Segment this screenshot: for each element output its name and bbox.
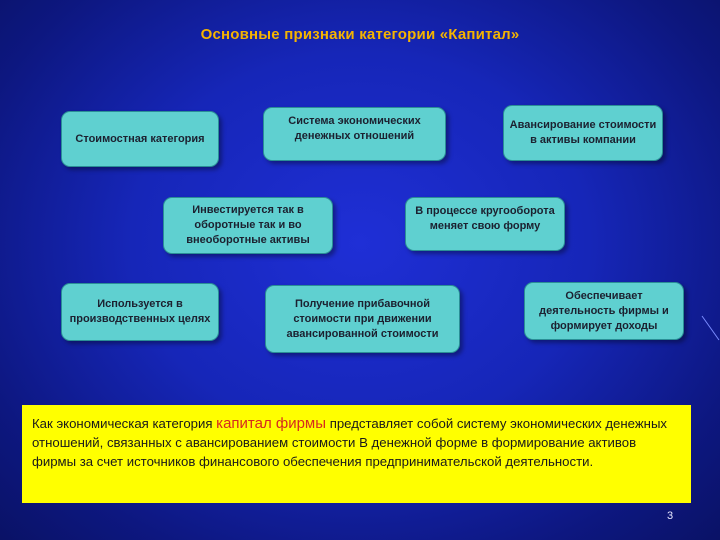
slide-title: Основные признаки категории «Капитал» <box>200 26 520 43</box>
feature-box-value-category <box>61 111 219 167</box>
feature-box-advancing-value <box>503 105 663 161</box>
feature-box-label: Система экономических денежных отношений <box>288 115 421 142</box>
feature-box-label: Авансирование стоимости в активы компании <box>509 119 657 146</box>
feature-box-ensures-activity <box>524 282 684 340</box>
feature-box-label: Инвестируется так в оборотные так и во внеоборотные активы <box>186 204 310 246</box>
summary-text-block <box>22 405 691 503</box>
feature-box-surplus-value <box>265 285 460 353</box>
summary-highlight: капитал фирмы <box>216 415 327 432</box>
feature-box-label: Используется в производственных целях <box>69 298 211 325</box>
summary-text-end: представляет собой систему экономических денежных отношений, связанных с авансированием стоимости В денежной форме в формирование активов фирмы за счет источников финансового обеспечения предпринимательской деятельности. <box>32 416 668 469</box>
page-number: 3 <box>667 510 674 522</box>
feature-box-invested-assets <box>163 197 333 254</box>
feature-box-label: Получение прибавочной стоимости при движении авансированной стоимости <box>286 297 439 340</box>
feature-box-label: В процессе кругооборота меняет свою форму <box>415 205 555 232</box>
feature-box-label: Стоимостная категория <box>75 132 205 145</box>
feature-box-label: Обеспечивает деятельность фирмы и формирует доходы <box>539 289 669 332</box>
summary-text-start: Как экономическая категория <box>32 416 217 431</box>
feature-box-economic-relations <box>263 107 446 161</box>
feature-box-changes-form <box>405 197 565 251</box>
feature-box-production-use <box>61 283 219 341</box>
decorative-line <box>700 310 720 350</box>
